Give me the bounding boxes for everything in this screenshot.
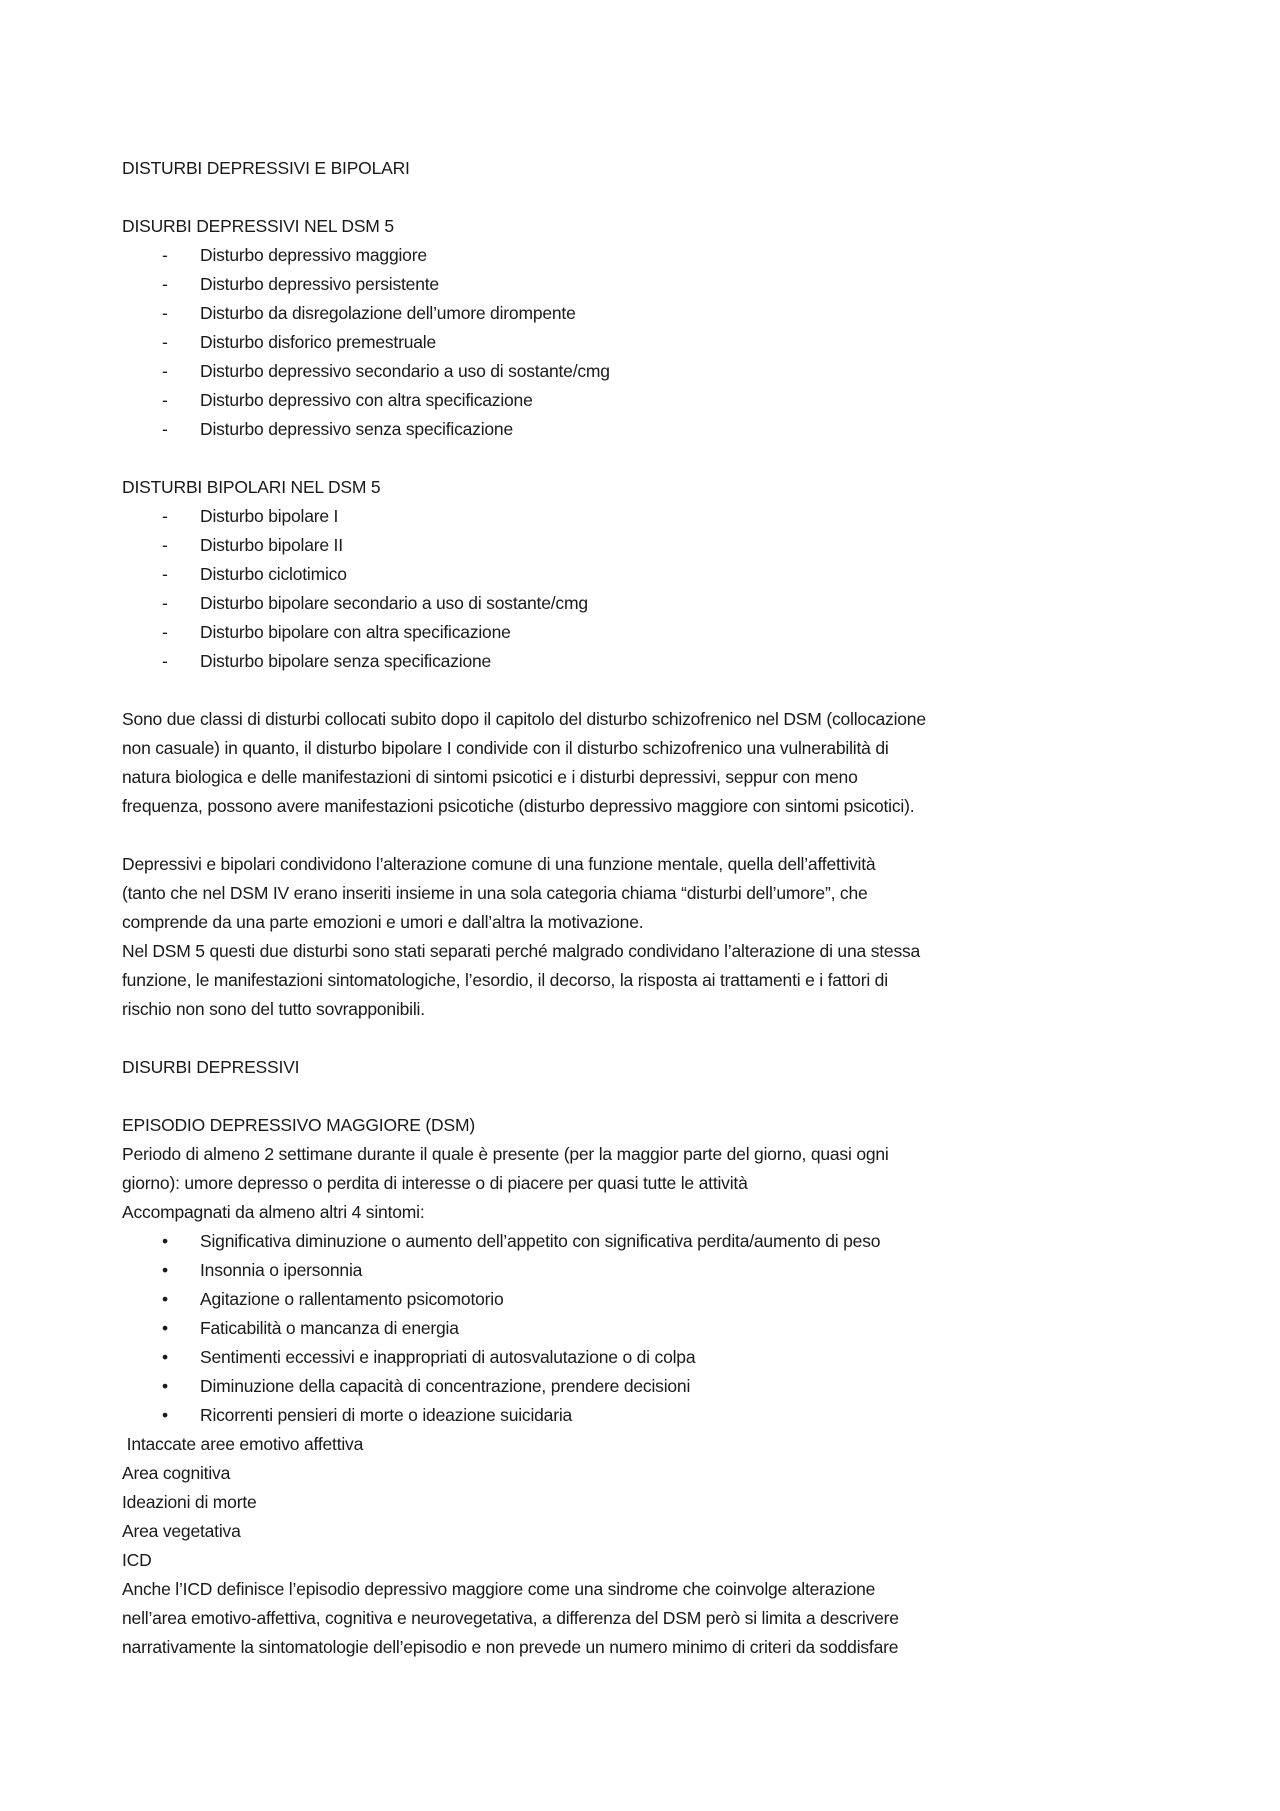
list-item-text: Significativa diminuzione o aumento dell’appetito con significativa perdita/aumento di peso — [200, 1231, 881, 1251]
text-line: nell’area emotivo-affettiva, cognitiva e neurovegetativa, a differenza del DSM però si limita a descrivere — [122, 1608, 899, 1628]
list-marker: • — [162, 1405, 168, 1425]
list-item-text: Disturbo depressivo persistente — [200, 274, 439, 294]
list-item — [122, 647, 1162, 676]
list-item-text: Disturbo depressivo con altra specificazione — [200, 390, 533, 410]
list-item-text: Sentimenti eccessivi e inappropriati di autosvalutazione o di colpa — [200, 1347, 696, 1367]
text-line: comprende da una parte emozioni e umori e dall’altra la motivazione. — [122, 912, 644, 932]
text-line: Accompagnati da almeno altri 4 sintomi: — [122, 1202, 425, 1222]
symptom-item — [122, 1227, 1162, 1256]
episode-heading: EPISODIO DEPRESSIVO MAGGIORE (DSM) — [122, 1115, 475, 1135]
list-marker: - — [162, 564, 168, 584]
text-line: natura biologica e delle manifestazioni di sintomi psicotici e i disturbi depressivi, seppur con meno — [122, 767, 858, 787]
text-line: (tanto che nel DSM IV erano inseriti insieme in una sola categoria chiama “disturbi dell’umore”, che — [122, 883, 868, 903]
text-line: ICD — [122, 1550, 152, 1570]
list-item — [122, 386, 1162, 415]
list-marker: - — [162, 390, 168, 410]
list-marker: - — [162, 593, 168, 613]
list-item — [122, 589, 1162, 618]
list-marker: - — [162, 274, 168, 294]
bipolar-dsm5-list — [122, 502, 1162, 676]
paragraph-affectivity — [122, 850, 1162, 1024]
list-item-text: Disturbo da disregolazione dell’umore dirompente — [200, 303, 576, 323]
affected-areas — [122, 1430, 1162, 1575]
text-line: Periodo di almeno 2 settimane durante il quale è presente (per la maggior parte del giorno, quasi ogni — [122, 1144, 889, 1164]
list-marker: - — [162, 651, 168, 671]
symptom-item — [122, 1285, 1162, 1314]
list-item-text: Disturbo bipolare senza specificazione — [200, 651, 492, 671]
list-item-text: Disturbo depressivo senza specificazione — [200, 419, 513, 439]
list-marker: • — [162, 1260, 168, 1280]
symptom-item — [122, 1256, 1162, 1285]
list-marker: - — [162, 361, 168, 381]
list-item-text: Ricorrenti pensieri di morte o ideazione suicidaria — [200, 1405, 573, 1425]
list-item-text: Agitazione o rallentamento psicomotorio — [200, 1289, 504, 1309]
text-line: non casuale) in quanto, il disturbo bipolare I condivide con il disturbo schizofrenico una vulnerabilità di — [122, 738, 889, 758]
text-line: rischio non sono del tutto sovrapponibili. — [122, 999, 425, 1019]
list-item — [122, 560, 1162, 589]
list-marker: • — [162, 1289, 168, 1309]
list-item — [122, 415, 1162, 444]
symptom-item — [122, 1401, 1162, 1430]
list-marker: - — [162, 332, 168, 352]
symptom-item — [122, 1314, 1162, 1343]
list-item-text: Insonnia o ipersonnia — [200, 1260, 363, 1280]
depressive-dsm5-heading: DISURBI DEPRESSIVI NEL DSM 5 — [122, 216, 394, 236]
list-marker: - — [162, 535, 168, 555]
list-item — [122, 299, 1162, 328]
document-title: DISTURBI DEPRESSIVI E BIPOLARI — [122, 158, 410, 178]
list-item-text: Disturbo bipolare con altra specificazione — [200, 622, 511, 642]
text-line: giorno): umore depresso o perdita di interesse o di piacere per quasi tutte le attività — [122, 1173, 748, 1193]
list-marker: - — [162, 419, 168, 439]
list-item-text: Disturbo bipolare I — [200, 506, 339, 526]
text-line: Nel DSM 5 questi due disturbi sono stati separati perché malgrado condividano l’alterazione di una stessa — [122, 941, 921, 961]
text-line: funzione, le manifestazioni sintomatologiche, l’esordio, il decorso, la risposta ai trattamenti e i fattori di — [122, 970, 888, 990]
text-line: narrativamente la sintomatologie dell’episodio e non prevede un numero minimo di criteri da soddisfare — [122, 1637, 899, 1657]
text-line: frequenza, possono avere manifestazioni psicotiche (disturbo depressivo maggiore con sintomi psicotici). — [122, 796, 915, 816]
list-marker: - — [162, 506, 168, 526]
text-line: Area vegetativa — [122, 1521, 241, 1541]
episode-intro — [122, 1140, 1162, 1227]
section-depressive-heading: DISURBI DEPRESSIVI — [122, 1057, 300, 1077]
text-line: Depressivi e bipolari condividono l’alterazione comune di una funzione mentale, quella dell’affettività — [122, 854, 876, 874]
list-item — [122, 618, 1162, 647]
list-item-text: Faticabilità o mancanza di energia — [200, 1318, 459, 1338]
list-marker: • — [162, 1231, 168, 1251]
list-marker: - — [162, 303, 168, 323]
list-item — [122, 328, 1162, 357]
list-item — [122, 270, 1162, 299]
list-item-text: Diminuzione della capacità di concentrazione, prendere decisioni — [200, 1376, 691, 1396]
list-marker: - — [162, 622, 168, 642]
text-line: Anche l’ICD definisce l’episodio depressivo maggiore come una sindrome che coinvolge alterazione — [122, 1579, 876, 1599]
list-item — [122, 502, 1162, 531]
list-item-text: Disturbo bipolare II — [200, 535, 343, 555]
list-item-text: Disturbo depressivo maggiore — [200, 245, 427, 265]
list-marker: • — [162, 1347, 168, 1367]
symptom-item — [122, 1372, 1162, 1401]
depressive-dsm5-list — [122, 241, 1162, 444]
list-marker: • — [162, 1376, 168, 1396]
bipolar-dsm5-heading: DISTURBI BIPOLARI NEL DSM 5 — [122, 477, 381, 497]
icd-paragraph — [122, 1575, 1162, 1662]
list-item-text: Disturbo bipolare secondario a uso di sostante/cmg — [200, 593, 588, 613]
list-marker: • — [162, 1318, 168, 1338]
text-line: Intaccate aree emotivo affettiva — [122, 1434, 364, 1454]
paragraph-classification — [122, 705, 1162, 821]
list-item-text: Disturbo ciclotimico — [200, 564, 347, 584]
list-item-text: Disturbo depressivo secondario a uso di sostante/cmg — [200, 361, 610, 381]
text-line: Area cognitiva — [122, 1463, 231, 1483]
document-page — [122, 154, 1162, 1662]
list-item — [122, 357, 1162, 386]
symptoms-list — [122, 1227, 1162, 1430]
list-item — [122, 531, 1162, 560]
list-marker: - — [162, 245, 168, 265]
symptom-item — [122, 1343, 1162, 1372]
list-item — [122, 241, 1162, 270]
text-line: Sono due classi di disturbi collocati subito dopo il capitolo del disturbo schizofrenico nel DSM (collocazione — [122, 709, 926, 729]
list-item-text: Disturbo disforico premestruale — [200, 332, 436, 352]
text-line: Ideazioni di morte — [122, 1492, 257, 1512]
